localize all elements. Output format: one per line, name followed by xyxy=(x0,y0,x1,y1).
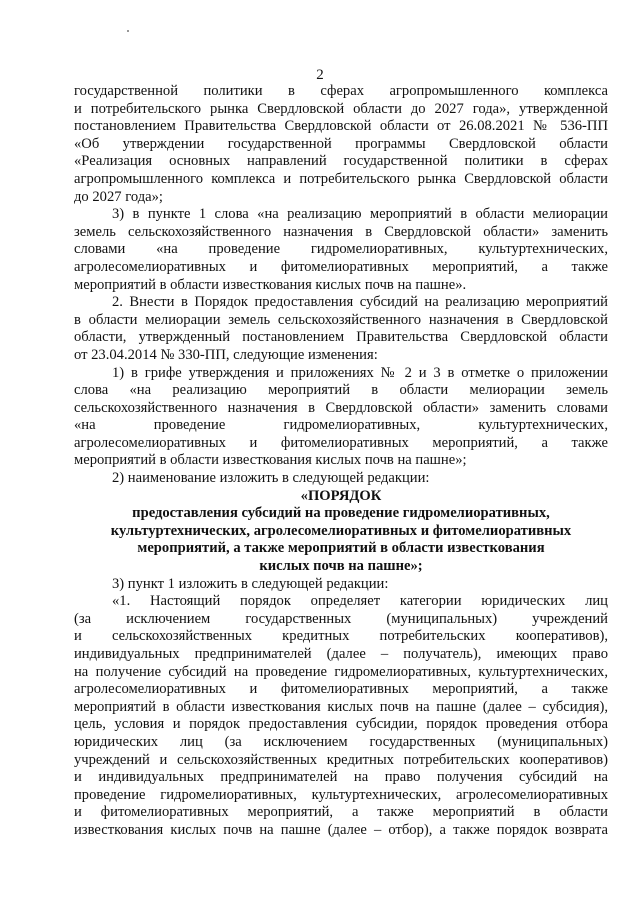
heading-line: «ПОРЯДОК xyxy=(300,487,382,504)
text-line: 3) пункт 1 изложить в следующей редакции: xyxy=(112,575,389,592)
scan-speck xyxy=(127,30,129,32)
text-line: 3) в пункте 1 слова «на реализацию мероприятий в области мелиорации xyxy=(112,206,608,223)
text-line: на получение субсидий на проведение гидромелиоративных, культуртехнических, xyxy=(74,663,608,680)
text-line: сельскохозяйственного назначения в Свердловской области» заменить словами xyxy=(74,399,608,416)
text-line: от 23.04.2014 № 330-ПП, следующие изменения: xyxy=(74,346,378,363)
text-line: агролесомелиоративных и фитомелиоративных мероприятий, а также xyxy=(74,258,608,275)
text-line: (за исключением государственных (муниципальных) учреждений xyxy=(74,610,608,627)
text-line: агролесомелиоративных и фитомелиоративных мероприятий, а также xyxy=(74,681,608,698)
text-line: «1. Настоящий порядок определяет категории юридических лиц xyxy=(112,593,608,610)
text-line: и фитомелиоративных мероприятий, а также мероприятий в области xyxy=(74,804,608,821)
text-line: проведение гидромелиоративных, культуртехнических, агролесомелиоративных xyxy=(74,786,608,803)
page-number: 2 xyxy=(316,67,324,83)
text-line: государственной политики в сферах агропромышленного комплекса xyxy=(74,83,608,99)
text-line: слова «на реализацию мероприятий в области мелиорации земель xyxy=(74,382,608,399)
text-line: мероприятий в области известкования кислых почв на пашне». xyxy=(74,276,467,293)
text-line: области, утвержденный постановлением Правительства Свердловской области xyxy=(74,329,608,346)
document-body xyxy=(74,83,608,840)
text-line: учреждений и сельскохозяйственных кредитных потребительских кооперативов) xyxy=(74,751,608,768)
text-line: и сельскохозяйственных кредитных потребительских кооперативов), xyxy=(74,628,608,645)
text-line: «Об утверждении государственной программы Свердловской области xyxy=(74,135,608,152)
heading-line: предоставления субсидий на проведение гидромелиоративных, xyxy=(132,505,550,522)
text-line: до 2027 года»; xyxy=(74,188,163,205)
text-line: мероприятий в области известкования кислых почв на пашне»; xyxy=(74,452,467,469)
text-line: 2. Внести в Порядок предоставления субсидий на реализацию мероприятий xyxy=(112,294,608,311)
heading-line: культуртехнических, агролесомелиоративных и фитомелиоративных xyxy=(110,522,572,539)
text-line: известкования кислых почв на пашне (далее – отбор), а также порядок возврата xyxy=(74,821,608,838)
text-line: юридических лиц (за исключением государственных (муниципальных) xyxy=(74,733,608,750)
heading-line: кислых почв на пашне»; xyxy=(259,558,423,575)
text-line: и индивидуальных предпринимателей на право получения субсидий на xyxy=(74,769,608,786)
text-line: земель сельскохозяйственного назначения в Свердловской области» заменить xyxy=(74,223,608,240)
text-line: мероприятий в области известкования кислых почв на пашне (далее – субсидия), xyxy=(74,698,608,715)
text-line: в области мелиорации земель сельскохозяйственного назначения в Свердловской xyxy=(74,311,608,328)
text-line: агролесомелиоративных и фитомелиоративных мероприятий, а также xyxy=(74,434,608,451)
text-line: и потребительского рынка Свердловской области до 2027 года», утвержденной xyxy=(74,100,608,117)
text-line: постановлением Правительства Свердловской области от 26.08.2021 № 536-ПП xyxy=(74,118,608,135)
text-line: агропромышленного комплекса и потребительского рынка Свердловской области xyxy=(74,170,608,187)
text-line: «Реализация основных направлений государственной политики в сферах xyxy=(74,153,608,170)
text-line: «на проведение гидромелиоративных, культуртехнических, xyxy=(74,417,608,434)
text-line: индивидуальных предпринимателей (далее – получатель), имеющих право xyxy=(74,646,608,662)
heading-line: мероприятий, а также мероприятий в области известкования xyxy=(137,540,545,557)
text-line: 2) наименование изложить в следующей редакции: xyxy=(112,470,430,487)
text-line: цель, условия и порядок предоставления субсидии, порядок проведения отбора xyxy=(74,716,608,733)
text-line: 1) в грифе утверждения и приложениях № 2 и 3 в отметке о приложении xyxy=(112,364,608,381)
text-line: словами «на проведение гидромелиоративных, культуртехнических, xyxy=(74,241,608,258)
